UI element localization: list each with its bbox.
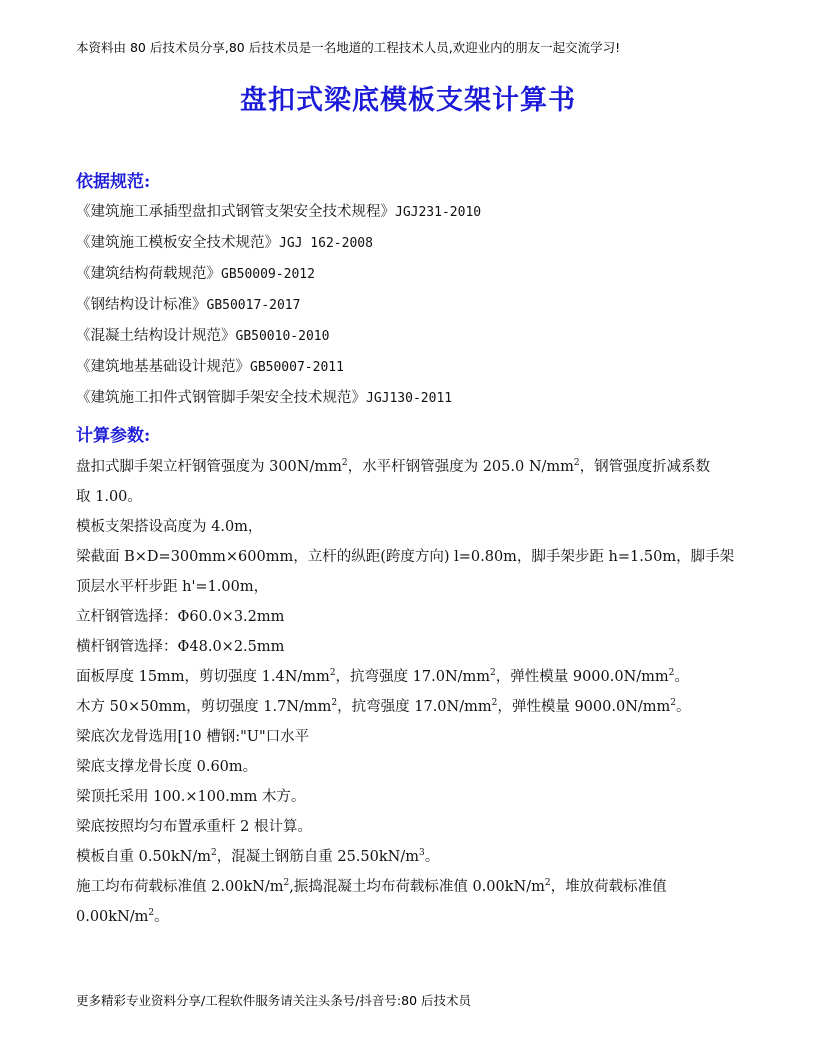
text: 。 <box>674 669 689 685</box>
param-height: 模板支架搭设高度为 4.0m， <box>76 519 263 535</box>
standard-item <box>76 230 481 261</box>
standard-name: 《建筑结构荷载规范》 <box>76 266 221 282</box>
standard-name: 《混凝土结构设计规范》 <box>76 328 236 344</box>
param-secondary-joist: 梁底次龙骨选用[10 槽钢:"U"口水平 <box>76 729 310 745</box>
superscript: 2 <box>668 668 675 679</box>
superscript: 2 <box>341 458 348 469</box>
param-beam-section: 梁截面 B×D=300mm×600mm，立杆的纵距(跨度方向) l=0.80m，脚手架步距 h=1.50m，脚手架 <box>76 549 735 565</box>
standard-code: GB50010-2010 <box>235 329 330 344</box>
superscript: 2 <box>148 908 155 919</box>
superscript: 2 <box>544 878 551 889</box>
text: ,振捣混凝土均布荷载标准值 0.00kN/m <box>289 879 545 895</box>
param-bar-tube: 横杆钢管选择：Φ48.0×2.5mm <box>76 639 285 655</box>
superscript: 3 <box>418 848 425 859</box>
text: 。 <box>676 699 691 715</box>
param-stack-load <box>76 902 746 932</box>
standard-name: 《建筑施工扣件式钢管脚手架安全技术规范》 <box>76 390 366 406</box>
text: 模板自重 0.50kN/m <box>76 849 212 865</box>
standard-item <box>76 385 481 416</box>
text: ，弹性模量 9000.0N/mm <box>497 699 671 715</box>
standard-name: 《钢结构设计标准》 <box>76 297 207 313</box>
param-pole-tube: 立杆钢管选择：Φ60.0×3.2mm <box>76 609 285 625</box>
param-timber <box>76 692 746 722</box>
param-construction-load <box>76 872 746 902</box>
text: 面板厚度 15mm，剪切强度 1.4N/mm <box>76 669 330 685</box>
standard-name: 《建筑地基基础设计规范》 <box>76 359 250 375</box>
superscript: 2 <box>491 698 498 709</box>
param-top-support: 梁顶托采用 100.×100.mm 木方。 <box>76 789 306 805</box>
superscript: 2 <box>490 668 496 679</box>
standard-item <box>76 323 481 354</box>
standard-item <box>76 199 481 230</box>
text: 0.00kN/m <box>76 909 149 925</box>
standard-item <box>76 292 481 323</box>
basis-heading: 依据规范: <box>76 172 151 192</box>
superscript: 2 <box>573 458 580 469</box>
param-steel-strength <box>76 452 746 482</box>
text: 盘扣式脚手架立杆钢管强度为 300N/mm <box>76 459 342 475</box>
standard-code: GB50017-2017 <box>206 298 301 313</box>
text: 。 <box>424 849 440 865</box>
param-reduction-factor: 取 1.00。 <box>76 489 142 505</box>
standard-item <box>76 261 481 292</box>
text: ，堆放荷载标准值 <box>550 879 667 895</box>
param-bearing-bars: 梁底按照均匀布置承重杆 2 根计算。 <box>76 819 312 835</box>
document-title: 盘扣式梁底模板支架计算书 <box>240 85 576 116</box>
text: ，混凝土钢筋自重 25.50kN/m <box>216 849 419 865</box>
params-heading: 计算参数: <box>76 426 151 446</box>
params-body <box>76 452 746 932</box>
text: ，水平杆钢管强度为 205.0 N/mm <box>347 459 574 475</box>
standard-item <box>76 354 481 385</box>
text: 施工均布荷载标准值 2.00kN/m <box>76 879 284 895</box>
text: 。 <box>154 909 169 925</box>
param-panel <box>76 662 746 692</box>
param-joist-length: 梁底支撑龙骨长度 0.60m。 <box>76 759 258 775</box>
param-top-step: 顶层水平杆步距 h'=1.00m， <box>76 579 269 595</box>
standard-code: JGJ130-2011 <box>366 391 453 406</box>
superscript: 2 <box>283 878 290 889</box>
standard-code: JGJ 162-2008 <box>279 236 373 251</box>
standard-code: GB50009-2012 <box>221 267 315 282</box>
text: ，弹性模量 9000.0N/mm <box>495 669 669 685</box>
superscript: 2 <box>670 698 676 709</box>
footer-note: 更多精彩专业资料分享/工程软件服务请关注头条号/抖音号:80 后技术员 <box>76 993 472 1008</box>
header-note: 本资料由 80 后技术员分享,80 后技术员是一名地道的工程技术人员,欢迎业内的朋友一起交流学习! <box>76 40 621 55</box>
text: 木方 50×50mm，剪切强度 1.7N/mm <box>76 699 332 715</box>
superscript: 2 <box>329 668 336 679</box>
text: ，抗弯强度 17.0N/mm <box>337 699 492 715</box>
standard-name: 《建筑施工承插型盘扣式钢管支架安全技术规程》 <box>76 204 395 220</box>
text: ，抗弯强度 17.0N/mm <box>335 669 491 685</box>
standard-name: 《建筑施工模板安全技术规范》 <box>76 235 279 251</box>
text: ，钢管强度折减系数 <box>579 459 711 475</box>
standards-list <box>76 199 481 416</box>
superscript: 2 <box>211 848 217 859</box>
standard-code: JGJ231-2010 <box>395 205 482 220</box>
standard-code: GB50007-2011 <box>250 360 344 375</box>
superscript: 2 <box>331 698 338 709</box>
param-self-weight <box>76 842 746 872</box>
